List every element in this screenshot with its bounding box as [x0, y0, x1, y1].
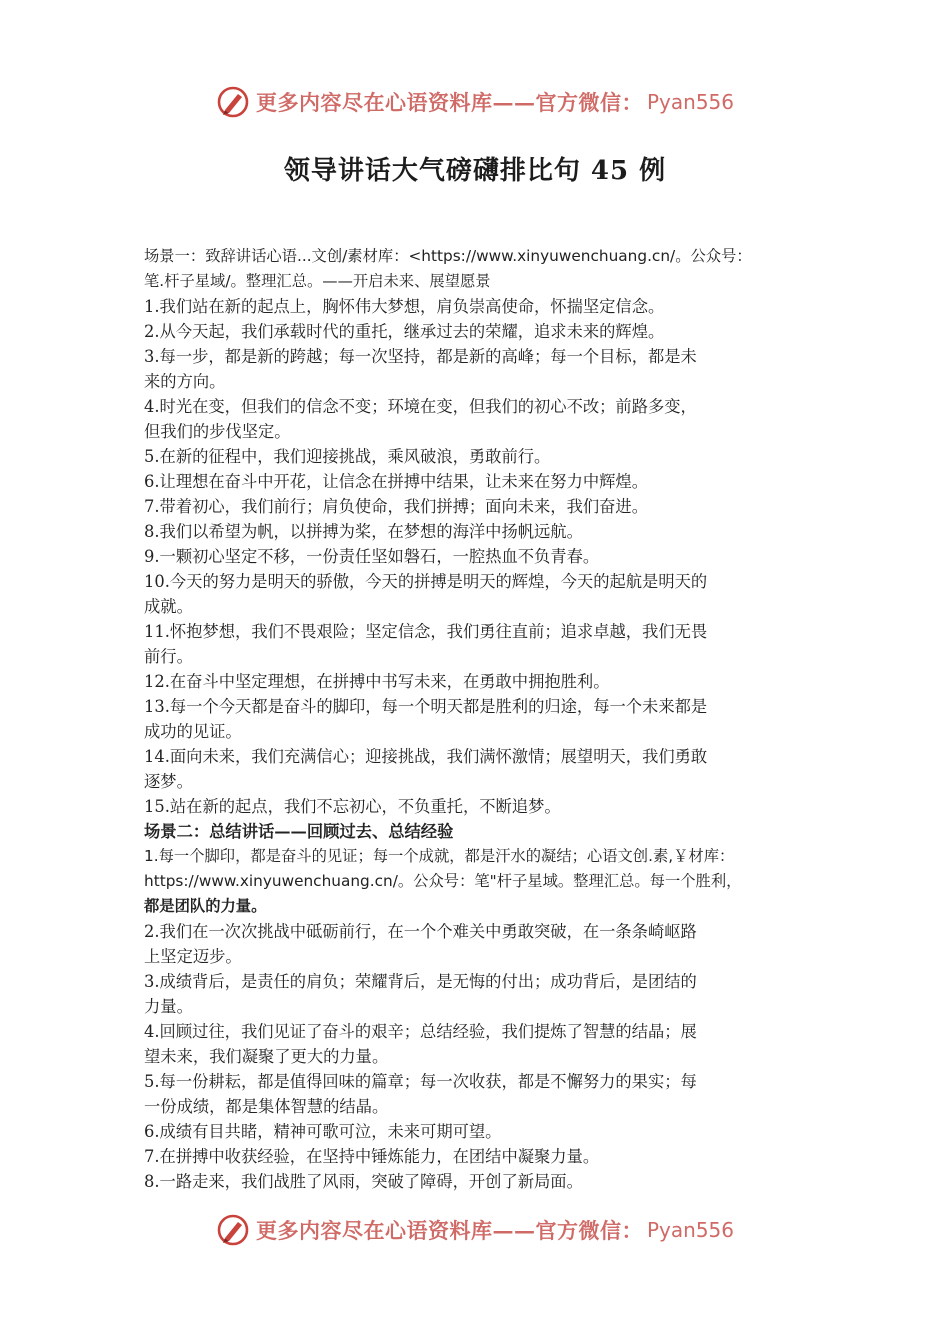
- text-line: 14.面向未来，我们充满信心；迎接挑战，我们满怀激情；展望明天，我们勇敢: [144, 747, 708, 766]
- text-line: 逐梦。: [144, 772, 193, 791]
- text-line: 4.时光在变，但我们的信念不变；环境在变，但我们的初心不改；前路多变，: [144, 397, 697, 416]
- text-line: 前行。: [144, 647, 193, 666]
- text-line: 一份成绩，都是集体智慧的结晶。: [144, 1097, 389, 1116]
- text-line: 来的方向。: [144, 372, 226, 391]
- banner-text: 更多内容尽在心语资料库——官方微信：: [255, 90, 643, 115]
- text-line: 望未来，我们凝聚了更大的力量。: [144, 1047, 389, 1066]
- text-line: 12.在奋斗中坚定理想，在拼搏中书写未来，在勇敢中拥抱胜利。: [144, 672, 610, 691]
- text-line: 8.一路走来，我们战胜了风雨，突破了障碍，开创了新局面。: [144, 1172, 583, 1191]
- text-line: 1.每一个脚印，都是奋斗的见证；每一个成就，都是汗水的凝结；心语文创.素,￥材库：: [144, 847, 735, 865]
- text-line: 10.今天的努力是明天的骄傲，今天的拼搏是明天的辉煌，今天的起航是明天的: [144, 572, 708, 591]
- document-body: [144, 244, 812, 1194]
- banner-wechat-id: Pyan556: [646, 90, 734, 114]
- text-line: 1.我们站在新的起点上，胸怀伟大梦想，肩负崇高使命，怀揣坚定信念。: [144, 297, 665, 316]
- document-title: 领导讲话大气磅礴排比句 45 例: [283, 156, 667, 186]
- text-line: https://www.xinyuwenchuang.cn/。公众号：笔"杆子星域。整理汇总。每一个胜利，: [144, 872, 742, 890]
- header-banner: [0, 80, 950, 124]
- text-line: 3.每一步，都是新的跨越；每一次坚持，都是新的高峰；每一个目标，都是未: [144, 347, 697, 366]
- banner-text: 更多内容尽在心语资料库——官方微信：: [255, 1218, 643, 1243]
- text-line: 场景一：致辞讲话心语...文创/素材库：<https://www.xinyuwenchuang.cn/。公众号：: [144, 247, 752, 265]
- text-line: 力量。: [144, 997, 193, 1016]
- footer-banner: [0, 1208, 950, 1252]
- text-line: 成功的见证。: [144, 722, 242, 741]
- text-line: 11.怀抱梦想，我们不畏艰险；坚定信念，我们勇往直前；追求卓越，我们无畏: [144, 622, 708, 641]
- text-line: 成就。: [144, 597, 193, 616]
- text-line: 笔.杆子星域/。整理汇总。——开启未来、展望愿景: [144, 272, 491, 290]
- text-line: 场景二：总结讲话——回顾过去、总结经验: [144, 822, 454, 841]
- text-line: 2.我们在一次次挑战中砥砺前行，在一个个难关中勇敢突破，在一条条崎岖路: [144, 922, 697, 941]
- text-line: 9.一颗初心坚定不移，一份责任坚如磐石，一腔热血不负青春。: [144, 547, 600, 566]
- text-line: 但我们的步伐坚定。: [144, 422, 291, 441]
- text-line: 3.成绩背后，是责任的肩负；荣耀背后，是无悔的付出；成功背后，是团结的: [144, 972, 697, 991]
- text-line: 上坚定迈步。: [144, 947, 242, 966]
- pen-logo-icon: [216, 85, 250, 119]
- text-line: 7.在拼搏中收获经验，在坚持中锤炼能力，在团结中凝聚力量。: [144, 1147, 600, 1166]
- pen-logo-icon: [216, 1213, 250, 1247]
- banner-wechat-id: Pyan556: [646, 1218, 734, 1242]
- text-line: 4.回顾过往，我们见证了奋斗的艰辛；总结经验，我们提炼了智慧的结晶；展: [144, 1022, 697, 1041]
- text-line: 2.从今天起，我们承载时代的重托，继承过去的荣耀，追求未来的辉煌。: [144, 322, 665, 341]
- text-line: 15.站在新的起点，我们不忘初心，不负重托，不断追梦。: [144, 797, 561, 816]
- text-line: 5.在新的征程中，我们迎接挑战，乘风破浪，勇敢前行。: [144, 447, 551, 466]
- text-line: 8.我们以希望为帆，以拼搏为桨，在梦想的海洋中扬帆远航。: [144, 522, 583, 541]
- text-line: 都是团队的力量。: [144, 897, 267, 915]
- text-line: 6.让理想在奋斗中开花，让信念在拼搏中结果，让未来在努力中辉煌。: [144, 472, 648, 491]
- text-line: 6.成绩有目共睹，精神可歌可泣，未来可期可望。: [144, 1122, 502, 1141]
- text-line: 7.带着初心，我们前行；肩负使命，我们拼搏；面向未来，我们奋进。: [144, 497, 648, 516]
- text-line: 13.每一个今天都是奋斗的脚印，每一个明天都是胜利的归途，每一个未来都是: [144, 697, 708, 716]
- text-line: 5.每一份耕耘，都是值得回味的篇章；每一次收获，都是不懈努力的果实；每: [144, 1072, 697, 1091]
